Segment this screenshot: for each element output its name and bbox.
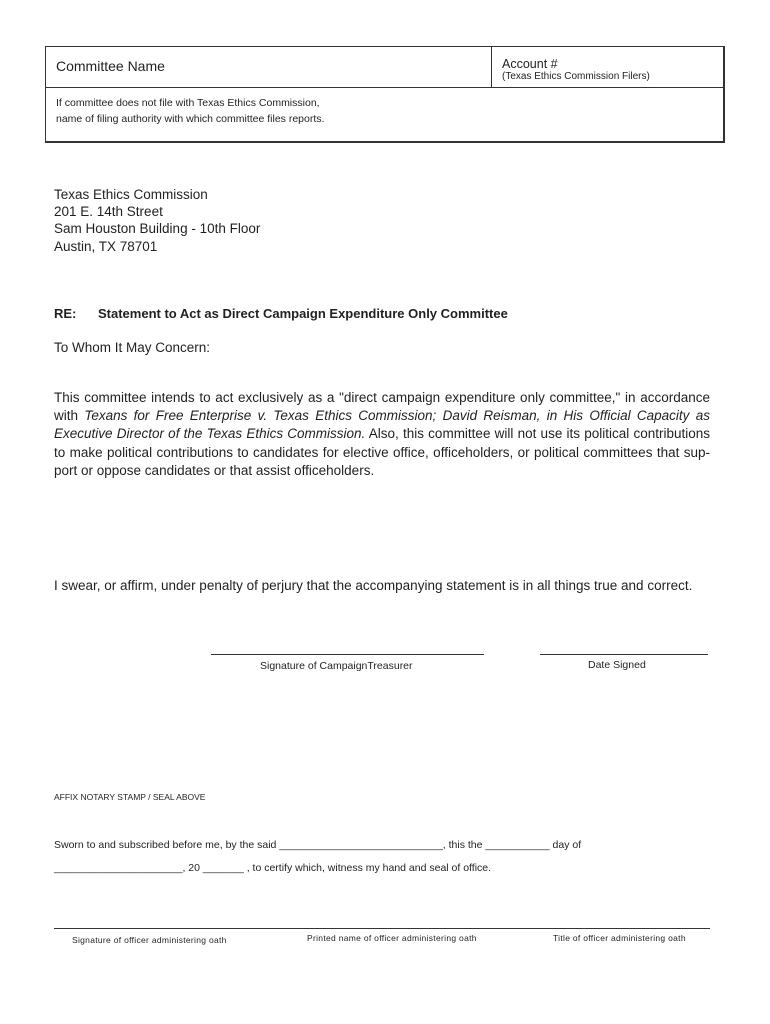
filing-note-line: If committee does not file with Texas Ethics Commission, — [56, 97, 320, 109]
sworn-statement-line-1: Sworn to and subscribed before me, by the said ____________________________, this the ___________ day of — [54, 839, 582, 851]
officer-title-label: Title of officer administering oath — [553, 933, 686, 943]
salutation: To Whom It May Concern: — [54, 340, 211, 355]
recipient-address — [54, 186, 260, 255]
committee-name-label: Committee Name — [56, 58, 165, 74]
treasurer-signature-label: Signature of CampaignTreasurer — [260, 660, 413, 672]
re-subject: Statement to Act as Direct Campaign Expenditure Only Committee — [98, 306, 508, 321]
officer-signature-label: Signature of officer administering oath — [72, 935, 227, 945]
filing-note-line: name of filing authority with which committee files reports. — [56, 113, 325, 125]
address-line: Austin, TX 78701 — [54, 238, 158, 254]
address-line: Texas Ethics Commission — [54, 187, 208, 202]
date-signed-line[interactable] — [540, 654, 708, 655]
address-line: Sam Houston Building - 10th Floor — [54, 221, 261, 237]
paragraph-text: with — [54, 408, 85, 424]
notary-stamp-note: AFFIX NOTARY STAMP / SEAL ABOVE — [54, 792, 206, 802]
paragraph-text: Also, this committee will not use its political contributions — [365, 426, 710, 442]
account-number-subtitle: (Texas Ethics Commission Filers) — [502, 71, 650, 82]
paragraph-line — [54, 389, 710, 407]
paragraph-line — [54, 407, 710, 425]
statement-paragraph — [54, 389, 710, 480]
paragraph-line — [54, 462, 710, 480]
header-horizontal-divider — [45, 87, 725, 88]
paragraph-text: This committee intends to act exclusively as a "direct campaign expenditure only committee," in accordance — [54, 390, 710, 405]
paragraph-text: port or oppose candidates or that assist officeholders. — [54, 462, 375, 478]
date-signed-label: Date Signed — [588, 659, 646, 671]
perjury-affirmation: I swear, or affirm, under penalty of perjury that the accompanying statement is in all things true and correct. — [54, 578, 693, 593]
case-citation: Executive Director of the Texas Ethics Commission. — [54, 426, 366, 442]
officer-printed-name-label: Printed name of officer administering oath — [307, 933, 477, 943]
account-number-label: Account # — [502, 57, 558, 71]
sworn-statement-line-2: ______________________, 20 _______ , to certify which, witness my hand and seal of office. — [54, 862, 492, 874]
paragraph-line — [54, 425, 710, 443]
officer-signature-line[interactable] — [54, 928, 710, 929]
treasurer-signature-line[interactable] — [211, 654, 484, 655]
address-line: 201 E. 14th Street — [54, 204, 163, 220]
paragraph-text: to make political contributions to candidates for elective office, officeholders, or political committees that sup- — [54, 444, 710, 460]
header-vertical-divider — [491, 46, 492, 88]
case-citation: Texans for Free Enterprise v. Texas Ethics Commission; David Reisman, in His Official Capacity as — [84, 408, 710, 424]
paragraph-line — [54, 444, 710, 462]
re-label: RE: — [54, 306, 77, 321]
filing-authority-note — [56, 95, 476, 127]
